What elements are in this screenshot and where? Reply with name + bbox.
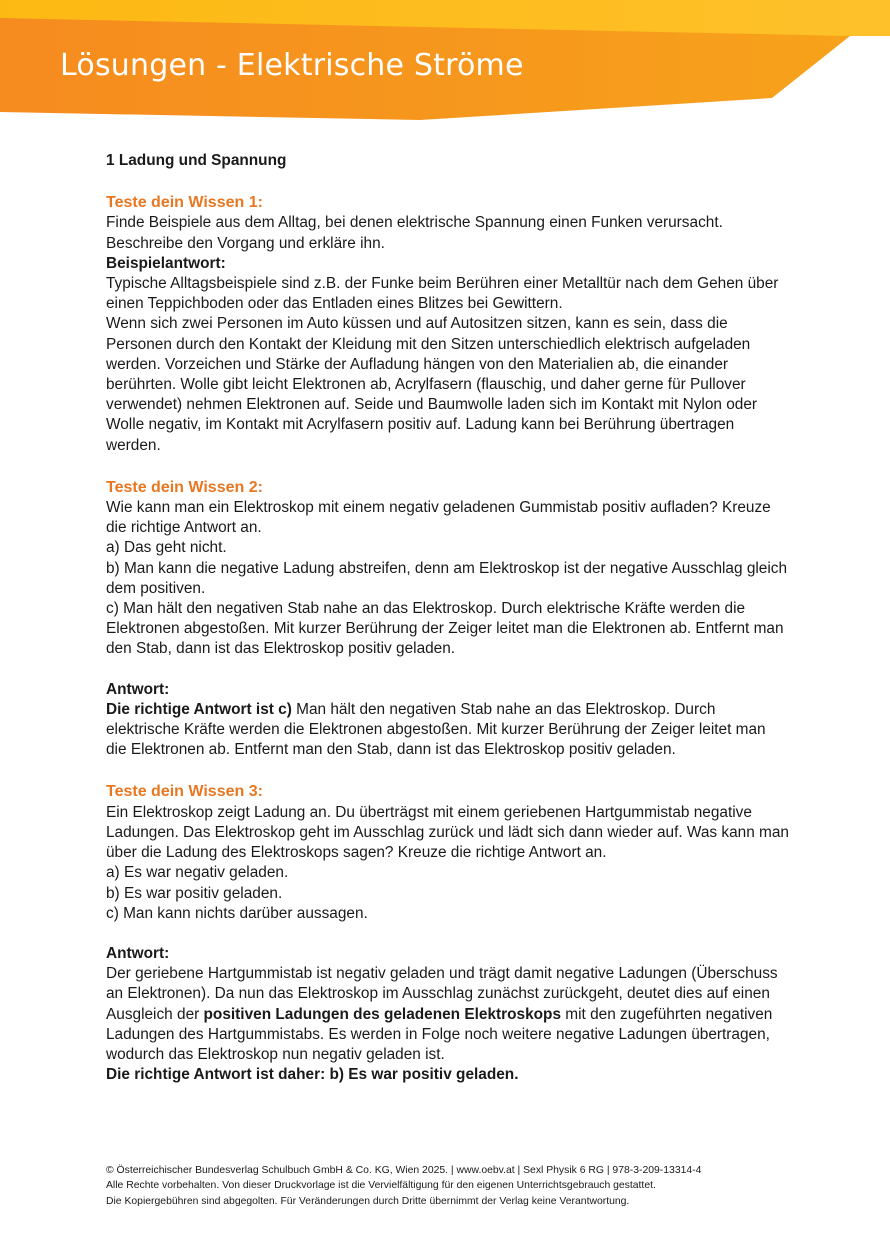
task-2-option-b: b) Man kann die negative Ladung abstreifen, denn am Elektroskop ist der negative Ausschlag gleich dem positiven. [106,559,788,597]
footer-line-3: Die Kopiergebühren sind abgegolten. Für Veränderungen durch Dritte übernimmt der Verlag keine Verantwortung. [106,1195,630,1207]
header-banner [0,0,890,125]
task-2-answer-label: Antwort: [106,680,170,698]
task-3-answer-final: Die richtige Antwort ist daher: b) Es war positiv geladen. [106,1066,519,1084]
task-3-question: Ein Elektroskop zeigt Ladung an. Du überträgst mit einem geriebenen Hartgummistab negative Ladungen. Das Elektroskop geht im Ausschlag zurück und lädt sich dann wieder auf. Was kann man über die Ladung des Elektroskops sagen? Kreuze die richtige Antwort an. [106,803,789,862]
task-1-answer-paragraph-1: Typische Alltagsbeispiele sind z.B. der Funke beim Berühren einer Metalltür nach dem Gehen über einen Teppichboden oder das Entladen eines Blitzes bei Gewittern. [106,275,779,313]
task-3-option-c: c) Man kann nichts darüber aussagen. [106,904,368,922]
task-2-option-a: a) Das geht nicht. [106,539,227,557]
task-3-option-b: b) Es war positiv geladen. [106,884,283,902]
task-1 [106,193,790,456]
page-title: Lösungen - Elektrische Ströme [60,48,524,83]
task-2-option-c: c) Man hält den negativen Stab nahe an das Elektroskop. Durch elektrische Kräfte werden die Elektronen abgestoßen. Mit kurzer Berührung der Zeiger leitet man die Elektronen ab. Entfernt man den Stab, dann ist das Elektroskop positiv geladen. [106,600,784,658]
task-2-question: Wie kann man ein Elektroskop mit einem negativ geladenen Gummistab positiv aufladen? Kreuze die richtige Antwort an. [106,499,771,537]
task-3-answer-label: Antwort: [106,944,170,962]
task-1-answer-label: Beispielantwort: [106,254,226,272]
section-title: 1 Ladung und Spannung [106,152,287,169]
task-3-heading: Teste dein Wissen 3: [106,783,263,801]
task-3-option-a: a) Es war negativ geladen. [106,864,289,882]
task-1-answer-paragraph-2: Wenn sich zwei Personen im Auto küssen und auf Autositzen sitzen, kann es sein, dass die Personen durch den Kontakt der Kleidung mit den Sitzen unterschiedlich elektrisch aufgeladen werden. Vorzeichen und Stärke der Aufladung hängen von den Materialien ab, die einander berührten. Wolle gibt leicht Elektronen ab, Acrylfasern (flauschig, und daher gerne für Pullover verwendet) nehmen Elektronen auf. Seide und Baumwolle laden sich im Kontakt mit Nylon oder Wolle negativ, im Kontakt mit Acrylfasern positiv auf. Ladung kann bei Berührung übertragen werden. [106,315,758,454]
footer [106,1163,806,1209]
task-2-answer-bold: Die richtige Antwort ist c) [106,700,292,718]
task-1-heading: Teste dein Wissen 1: [106,194,263,212]
task-2-answer [106,700,790,761]
task-3-answer-bold: positiven Ladungen des geladenen Elektroskops [203,1005,562,1023]
footer-line-2: Alle Rechte vorbehalten. Von dieser Druckvorlage ist die Vervielfältigung für den eigenen Unterrichtsgebrauch gestattet. [106,1180,656,1192]
task-3-answer-text-1: Der geriebene Hartgummistab ist negativ geladen und trägt damit negative Ladungen (Überschuss an Elektronen). Da nun das Elektroskop im Ausschlag zunächst zurückgeht, deutet dies auf einen Ausgleich der [106,965,778,1023]
task-2-heading: Teste dein Wissen 2: [106,478,263,496]
task-2-answer-text: Man hält den negativen Stab nahe an das Elektroskop. Durch elektrische Kräfte werden die Elektronen abgestoßen. Mit kurzer Berührung der Zeiger leitet man die Elektronen ab. Entfernt man den Stab, dann ist das Elektroskop positiv geladen. [106,700,766,759]
task-2 [106,478,790,761]
task-3-answer [106,964,790,1065]
task-3-answer-text-2: mit den zugeführten negativen Ladungen des Hartgummistabs. Es werden in Folge noch weitere negative Ladungen übertragen, wodurch das Elektroskop nun negativ geladen ist. [106,1005,773,1063]
task-1-question: Finde Beispiele aus dem Alltag, bei denen elektrische Spannung einen Funken verursacht. Beschreibe den Vorgang und erkläre ihn. [106,214,723,252]
footer-line-1: © Österreichischer Bundesverlag Schulbuch GmbH & Co. KG, Wien 2025. | www.oebv.at | Sexl Physik 6 RG | 978-3-209-13314-4 [106,1165,702,1176]
task-3 [106,782,790,1085]
main-content [106,151,790,1085]
